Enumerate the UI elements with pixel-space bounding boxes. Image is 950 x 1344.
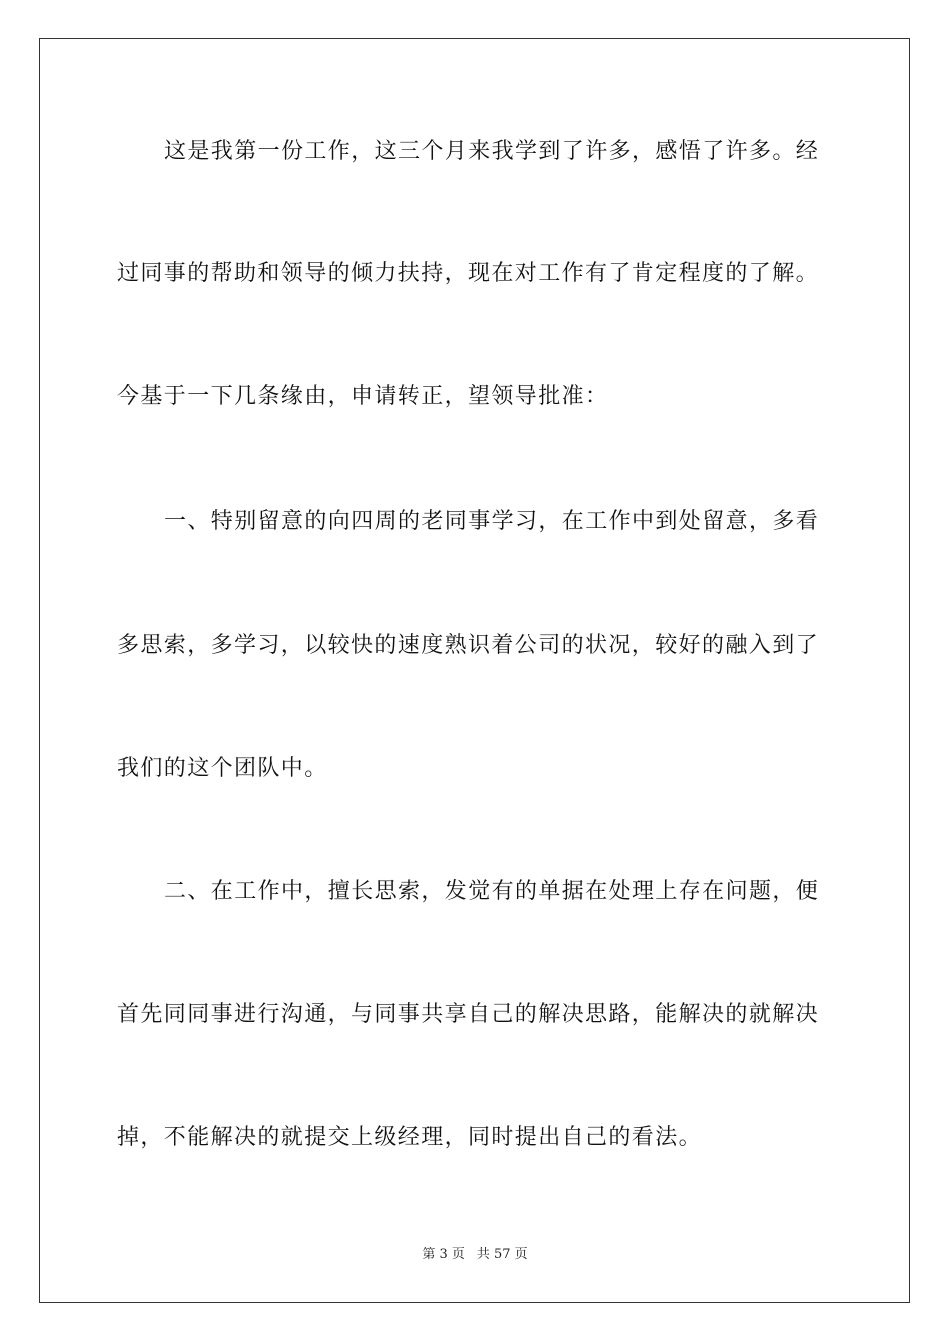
page-footer [0,1246,950,1264]
paragraph-3-line-2: 首先同同事进行沟通，与同事共享自己的解决思路，能解决的就解决 [117,1002,820,1027]
paragraph-2-line-3: 我们的这个团队中。 [117,756,328,781]
paragraph-2-line-1: 一、特别留意的向四周的老同事学习，在工作中到处留意，多看 [164,509,820,534]
paragraph-1-line-2: 过同事的帮助和领导的倾力扶持，现在对工作有了肯定程度的了解。 [117,261,820,286]
total-pages-label: 共 57 页 [476,1247,528,1262]
paragraph-1-line-1: 这是我第一份工作，这三个月来我学到了许多，感悟了许多。经 [164,139,820,164]
paragraph-1-line-3: 今基于一下几条缘由，申请转正，望领导批准： [117,384,609,409]
page-border [39,38,910,1303]
current-page-label: 第 3 页 [422,1247,465,1262]
paragraph-3-line-3: 掉，不能解决的就提交上级经理，同时提出自己的看法。 [117,1125,703,1150]
paragraph-2-line-2: 多思索，多学习，以较快的速度熟识着公司的状况，较好的融入到了 [117,633,820,658]
paragraph-3-line-1: 二、在工作中，擅长思索，发觉有的单据在处理上存在问题，便 [164,879,820,904]
